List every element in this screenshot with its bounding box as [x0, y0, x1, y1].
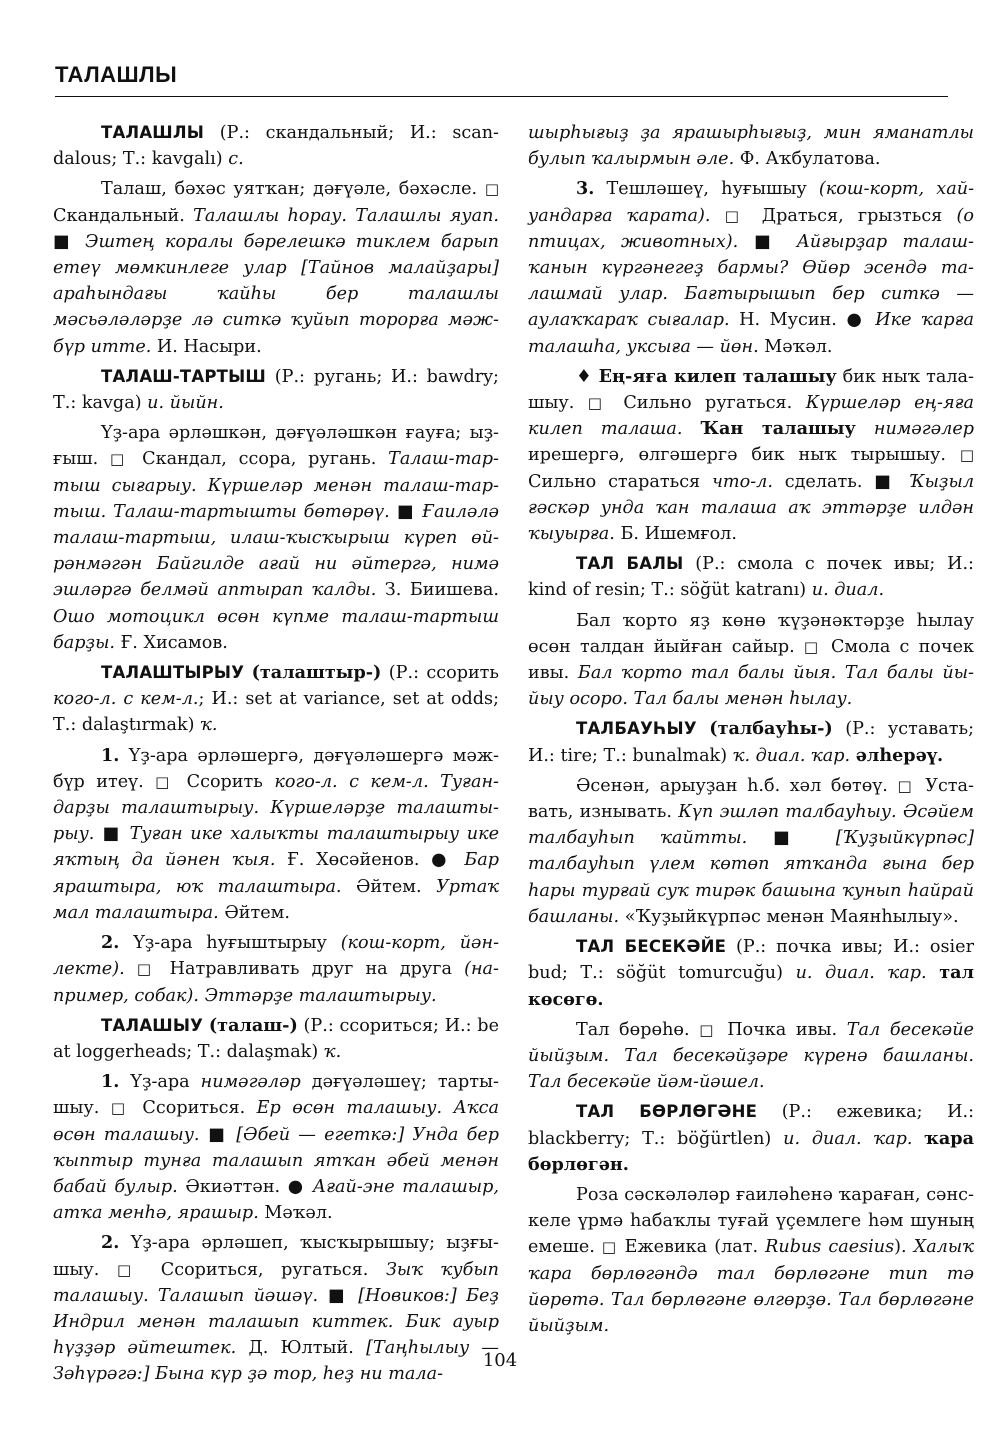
- page-number: 104: [482, 1350, 518, 1371]
- bold-text: 2.: [101, 1232, 120, 1254]
- definition-paragraph: [528, 364, 974, 547]
- headword: ТАЛ БЕСЕКӘЙЕ: [576, 937, 727, 957]
- text-run: [927, 963, 940, 983]
- italic-text: что-л.: [711, 471, 773, 492]
- headword: ТАЛБАУҺЫУ: [576, 719, 697, 739]
- dictionary-entry: [528, 716, 974, 768]
- text-run: З. Биишева.: [376, 580, 499, 601]
- text-run: (Р.: ежевика; И.: blackberry; Т.: böğürtlen): [528, 1102, 975, 1149]
- text-run: Әйтем.: [341, 876, 437, 897]
- definition-paragraph: [528, 176, 974, 359]
- bold-text: ♦: [576, 365, 599, 387]
- dictionary-entry: [528, 551, 974, 603]
- text-run: Ежевика (лат.: [617, 1237, 766, 1258]
- definition-paragraph: [528, 1017, 974, 1096]
- dictionary-entry: [53, 120, 499, 172]
- dictionary-entry: [53, 364, 499, 416]
- italic-text: шырһығыҙ ҙа ярашырһығыҙ, мин яманатлы булып ҡалырмын әле.: [528, 123, 974, 170]
- text-run: ирешергә, өлгәшергә бик ныҡ тырышыу.: [528, 445, 960, 466]
- italic-text: кого-л. с кем-л. Туғандарҙы талаштырыу. Күршеләрҙе талаштырыу.: [53, 771, 499, 845]
- text-run: Ғ. Хөсәйенов.: [275, 850, 432, 871]
- definition-paragraph: [53, 743, 499, 926]
- translation-marker-icon: □: [484, 180, 499, 199]
- italic-text: Зыҡ ҡубып талашыу. Талашып йәшәү.: [53, 1259, 499, 1306]
- text-run: [856, 419, 874, 439]
- italic-text: Rubus caesius: [765, 1237, 895, 1258]
- text-run: (Р.: ссориться; И.: be at loggerheads; Т.: dalaşmak): [53, 1015, 499, 1062]
- text-run: Роза сәскәләләр ғаиләһенә ҡараған, сәнскеле үрмә һабаҡлы туғай үҫемлеге һәм шуның емеше.: [528, 1184, 974, 1258]
- bold-text: Ҡан талашыу: [700, 418, 856, 440]
- bold-text: 1.: [101, 1071, 120, 1093]
- continued-text: [528, 120, 974, 172]
- italic-text: Халыҡ ҡара бөрлөгәндә тал бөрлөгәне тип тә йөрөтә. Тал бөрлөгәне өлгөрҙө. Тал бөрлөгәне йыйҙым.: [528, 1237, 974, 1336]
- text-run: Сильно ругаться.: [609, 393, 806, 414]
- dictionary-entry: [528, 1099, 974, 1178]
- bold-text: ҡара бөрлөгән.: [528, 1127, 974, 1175]
- italic-text: [Әбей — егеткә:] Унда бер ҡыптыр тунға талашып ятҡан әбей менән бабай булыр.: [53, 1124, 499, 1197]
- definition-paragraph: [528, 608, 974, 713]
- text-run: [866, 310, 876, 330]
- right-column: [528, 120, 974, 1343]
- definition-paragraph: [528, 1182, 974, 1339]
- text-run: бик ныҡ талашыу.: [528, 366, 974, 414]
- translation-marker-icon: □: [724, 206, 748, 225]
- italic-text: Ғаиләлә талаш-тартыш, илаш-ҡысҡырыш күреп өйрәнмәгән Байгилде ағай ни әйтергә, нимә эшләргә белмәй аптырап ҡалды.: [53, 501, 499, 601]
- bold-text: ■: [94, 823, 130, 845]
- bold-text: ■: [389, 500, 423, 522]
- text-run: Мәҡәл.: [258, 1203, 333, 1224]
- bold-text: ■: [318, 1284, 359, 1306]
- text-run: Б. Ишемғол.: [614, 524, 737, 545]
- bold-text: ■: [874, 470, 898, 492]
- translation-marker-icon: □: [699, 1020, 718, 1039]
- text-run: Бал ҡорто яҙ көнө ҡүҙәнәктәрҙе һылау өсөн талдан йыйған сайыр.: [528, 610, 974, 657]
- text-run: Ф. Аҡбулатова.: [734, 149, 881, 170]
- italic-text: ҡ.: [323, 1041, 342, 1062]
- headword: ТАЛАШЛЫ: [101, 123, 205, 142]
- header-rule: [55, 96, 948, 97]
- translation-marker-icon: □: [897, 776, 916, 795]
- translation-marker-icon: □: [110, 1099, 131, 1118]
- translation-marker-icon: □: [587, 394, 610, 413]
- text-run: Әкиәттән.: [177, 1176, 288, 1197]
- bold-text: (талаш-): [208, 1014, 298, 1036]
- bold-text: (талбауһы-): [709, 718, 833, 740]
- text-run: Скандал, ссора, ругань.: [130, 449, 389, 470]
- text-run: Смола с почек ивы.: [528, 636, 974, 684]
- text-run: (Р.: скандальный; И.: scandalous; Т.: kavgalı): [53, 123, 499, 170]
- text-run: Үҙ-ара һуғыштырыу: [119, 933, 341, 954]
- text-run: [913, 1129, 925, 1149]
- italic-text: Уртаҡ мал талаштыра.: [53, 876, 499, 923]
- italic-text: Күп эшләп талбауһыу. Әсәйем талбауһып ҡайтты.: [528, 802, 974, 849]
- italic-text: Тал бесекәйе йыйҙым. Тал бесекәйҙәре күренә башланы. Тал бесекәйе йәм-йәшел.: [528, 1019, 974, 1093]
- italic-text: Бал ҡорто тал балы йыя. Тал балы йыйыу осоро. Тал балы менән һылау.: [528, 663, 974, 710]
- translation-marker-icon: □: [109, 450, 131, 469]
- translation-marker-icon: □: [116, 1260, 144, 1279]
- italic-text: и. диал.: [811, 580, 885, 601]
- definition-paragraph: [53, 1069, 499, 1226]
- text-run: Ссориться.: [130, 1098, 257, 1119]
- text-run: Үҙ-ара әрләшергә, дәғүәләшергә мәжбүр итеү.: [53, 745, 499, 792]
- bold-text: ■: [53, 230, 86, 252]
- text-run: [244, 663, 251, 683]
- dictionary-entry: [53, 660, 499, 739]
- dictionary-entry: [528, 934, 974, 1013]
- text-run: Үҙ-ара әрләшеп, ҡысҡырышыу; ыҙғышыу.: [53, 1233, 499, 1280]
- text-run: «Ҡуҙыйкүрпәс менән Маянһылыу».: [619, 906, 959, 927]
- italic-text: [Ҡуҙыйкүрпәс] талбауһып үлем көтөп ятҡанда ғына бер һары турғай суҡ тирәк башына ҡунып һайрай башланы.: [528, 828, 975, 927]
- italic-text: (например, собак). Эттәрҙе талаштырыу.: [53, 959, 499, 1006]
- text-run: Натравливать друг на друга: [157, 959, 465, 980]
- text-run: (Р.: смола с почек ивы; И.: kind of resin; Т.: söğüt katranı): [528, 554, 974, 601]
- text-run: [897, 472, 909, 492]
- text-run: [305, 1177, 313, 1197]
- text-run: ).: [894, 1237, 914, 1258]
- definition-paragraph: [53, 420, 499, 656]
- bold-text: ■: [747, 827, 836, 849]
- headword: ТАЛ БӨРЛӨГӘНЕ: [576, 1102, 758, 1122]
- text-run: Тал бөрөһө.: [576, 1019, 700, 1040]
- dictionary-entry: [53, 1013, 499, 1065]
- left-column: [53, 120, 499, 1392]
- bold-text: ●: [431, 849, 453, 871]
- italic-text: Ҡыҙыл ғәскәр унда ҡан талаша аҡ эттәрҙе илдән ҡыуырға.: [528, 471, 975, 545]
- headword: ТАЛАШТЫРЫУ: [101, 663, 245, 683]
- text-run: Сильно стараться: [528, 471, 712, 492]
- text-run: (Р.: ругань; И.: bawdry; Т.: kavga): [53, 366, 499, 414]
- italic-text: нимәгәлер: [873, 419, 974, 440]
- text-run: Әсенән, арыуҙан һ.б. хәл бөтөү.: [576, 775, 898, 796]
- italic-text: Талашлы һорау. Талашлы яуап.: [193, 205, 499, 226]
- text-run: Почка ивы.: [717, 1019, 847, 1040]
- bold-text: тал көсөгө.: [528, 962, 974, 1010]
- bold-text: Ең-яға килеп талашыу: [598, 365, 837, 387]
- italic-text: с.: [228, 149, 244, 170]
- italic-text: кого-л. с кем-л.: [53, 689, 199, 710]
- bold-text: ■: [199, 1123, 237, 1145]
- italic-text: и. диал. ҡар.: [795, 963, 927, 984]
- definition-paragraph: [528, 773, 974, 930]
- text-run: Талаш, бәхәс уятҡан; дәғүәле, бәхәсле.: [101, 179, 485, 200]
- italic-text: Талаш-тартыш сығарыу. Күршеләр менән талаш-тартыш. Талаш-тартышты бөтөрөү.: [53, 449, 499, 522]
- text-run: Уставать, изнывать.: [528, 775, 974, 823]
- text-run: сделать.: [772, 471, 875, 492]
- translation-marker-icon: □: [136, 960, 158, 979]
- text-run: Мәҡәл.: [758, 336, 833, 357]
- italic-text: нимәгәләр: [200, 1072, 301, 1093]
- italic-text: ҡ.: [200, 715, 218, 736]
- italic-text: [Таңһылыу — Зәһүрәгә:] Бына күр ҙә тор, һеҙ ни тала-: [53, 1338, 499, 1385]
- text-run: ; И.: set at variance, set at odds; Т.: dalaştırmak): [53, 689, 499, 736]
- italic-text: Туған ике халыҡты талаштырыу ике яҡтың да йәнен ҡыя.: [53, 824, 500, 871]
- text-run: Әйтем.: [218, 902, 290, 923]
- text-run: Тешләшеү, һуғышыу: [594, 179, 819, 200]
- text-run: Үҙ-ара әрләшкән, дәғүәләшкән ғауға; ыҙғыш.: [53, 423, 499, 470]
- italic-text: и. диал. ҡар.: [783, 1128, 913, 1149]
- text-run: Ссорить: [175, 771, 275, 792]
- translation-marker-icon: □: [803, 637, 822, 656]
- italic-text: Ер өсөн талашыу. Аҡса өсөн талашыу.: [53, 1098, 499, 1145]
- bold-text: 3.: [576, 178, 595, 200]
- italic-text: [Новиков:] Беҙ Индрил менән талашып киттек. Бик ауыр һүҙҙәр әйтештек.: [53, 1285, 500, 1359]
- text-run: И. Насыри.: [151, 336, 262, 357]
- italic-text: Бар яраштыра, юҡ талаштыра.: [53, 850, 500, 897]
- headword: ТАЛАШ-ТАРТЫШ: [101, 366, 266, 386]
- bold-text: (талаштыр-): [251, 662, 382, 684]
- text-run: (Р.: почка ивы; И.: osier bud; Т.: söğüt tomurcuğu): [528, 937, 974, 984]
- italic-text: Күршеләр ең-яға килеп талаша.: [528, 393, 974, 440]
- italic-text: (кош-корт, йәнлекте).: [53, 933, 500, 980]
- italic-text: (кош-корт, хайуандарға ҡарата).: [528, 179, 975, 226]
- bold-text: 1.: [101, 744, 120, 766]
- bold-text: ●: [846, 309, 866, 331]
- bold-text: әлһерәү.: [855, 744, 944, 766]
- bold-text: ■: [738, 230, 797, 252]
- text-run: [710, 206, 724, 226]
- italic-text: Эштең коралы бәрелешкә тиклем барып етеү мөмкинлеге улар [Тайнов малайҙары] араһындағы ҡайһы бер талашлы мәсьәләләрҙе лә ситкә ҡуйып торорға мәжбүр итте.: [53, 231, 499, 357]
- text-run: дәғүәләшеү; тартышыу.: [53, 1072, 499, 1119]
- bold-text: 2.: [101, 932, 120, 954]
- italic-text: Ошо мотоцикл өсөн күпме талаш-тартыш барҙы.: [53, 606, 499, 653]
- translation-marker-icon: □: [959, 446, 974, 465]
- text-run: Ғ. Хисамов.: [115, 632, 228, 653]
- italic-text: ҡ. диал. ҡар.: [732, 745, 851, 766]
- italic-text: Айғырҙар талашҡанын күргәнегеҙ бармы? Өйөр эсендә талашмай улар. Бағтырышып бер ситкә — аулаҡҡараҡ сығалар.: [528, 231, 974, 331]
- italic-text: (о птицах, животных).: [528, 205, 974, 252]
- text-run: (Р.: ссорить: [381, 663, 499, 684]
- text-run: [697, 719, 710, 739]
- text-run: [125, 959, 137, 979]
- headword: ТАЛ БАЛЫ: [576, 554, 684, 574]
- bold-text: ●: [287, 1175, 306, 1197]
- text-run: Ссориться, ругаться.: [143, 1259, 386, 1280]
- text-run: [453, 850, 465, 870]
- text-run: Үҙ-ара: [119, 1072, 201, 1093]
- headword: ТАЛАШЫУ: [101, 1015, 204, 1035]
- text-run: Драться, грызться: [747, 205, 957, 226]
- text-run: (Р.: уставать; И.: tire; Т.: bunalmak): [528, 719, 974, 766]
- text-run: Скандальный.: [53, 205, 194, 226]
- running-head: ТАЛАШЛЫ: [55, 62, 178, 87]
- translation-marker-icon: □: [155, 772, 176, 791]
- italic-text: Ике ҡарға талашһа, уксыға — йөн.: [528, 310, 975, 357]
- text-run: [683, 419, 701, 439]
- italic-text: и. йыйн.: [147, 393, 224, 414]
- translation-marker-icon: □: [601, 1238, 618, 1257]
- definition-paragraph: [53, 176, 499, 359]
- text-run: Н. Мусин.: [729, 310, 847, 331]
- definition-paragraph: [53, 930, 499, 1009]
- italic-text: Ағай-эне талашыр, атҡа менһә, ярашыр.: [53, 1176, 499, 1224]
- text-run: Д. Юлтый.: [236, 1338, 367, 1359]
